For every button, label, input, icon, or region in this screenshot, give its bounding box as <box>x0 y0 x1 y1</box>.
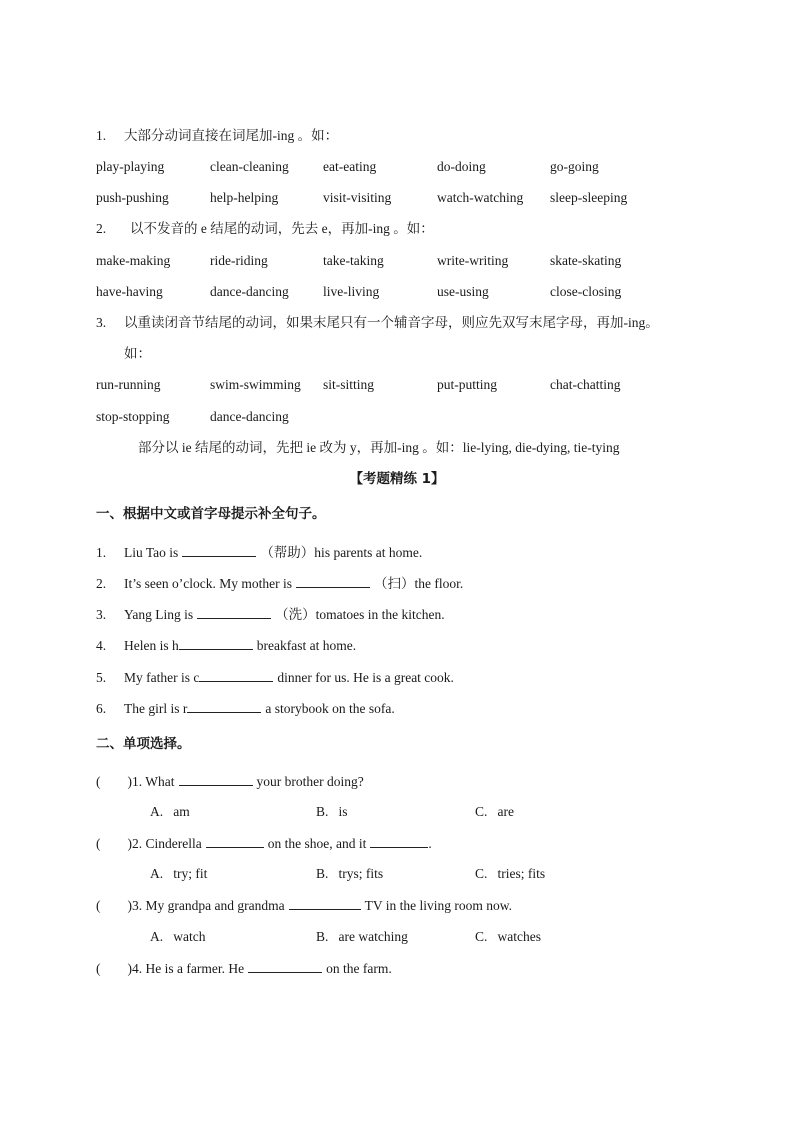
choice-question <box>96 834 432 853</box>
answer-bracket[interactable]: ( )2. <box>96 836 143 851</box>
rule-2-text: 以不发音的 e 结尾的动词，先去 e，再加-ing 。如： <box>130 221 434 236</box>
example: live-living <box>323 284 380 299</box>
sentence-end: dinner for us. He is a great cook. <box>277 670 454 685</box>
choice-question <box>96 896 512 915</box>
rule-3 <box>96 314 659 332</box>
answer-blank <box>179 772 253 786</box>
example: clean-cleaning <box>210 159 289 174</box>
fill-sentence <box>96 605 445 624</box>
answer-blank[interactable] <box>197 605 271 619</box>
sentence-start: My father is c <box>124 670 200 685</box>
option-a[interactable]: A. am <box>150 804 190 819</box>
option-a[interactable]: A. try; fit <box>150 866 208 881</box>
option-c[interactable]: C. watches <box>475 929 541 944</box>
example: go-going <box>550 159 599 174</box>
item-number: 4. <box>96 638 107 653</box>
item-number: 1. <box>96 545 107 560</box>
fill-sentence <box>96 543 422 562</box>
example: use-using <box>437 284 489 299</box>
fill-sentence <box>96 636 356 655</box>
question-start: What <box>145 774 175 789</box>
sentence-end: （帮助）his parents at home. <box>260 545 423 560</box>
example: sleep-sleeping <box>550 190 628 205</box>
item-number: 2. <box>96 576 107 591</box>
example: stop-stopping <box>96 409 170 424</box>
sentence-end: breakfast at home. <box>256 638 357 653</box>
answer-bracket[interactable]: ( )1. <box>96 774 143 789</box>
item-number: 5. <box>96 670 107 685</box>
rule-1-number: 1. <box>96 128 107 143</box>
option-b[interactable]: B. trys; fits <box>316 866 384 881</box>
example: close-closing <box>550 284 622 299</box>
answer-blank[interactable] <box>296 574 370 588</box>
answer-blank[interactable] <box>199 668 273 682</box>
answer-blank <box>370 834 428 848</box>
sentence-start: Liu Tao is <box>124 545 179 560</box>
answer-blank[interactable] <box>187 699 261 713</box>
sentence-start: The girl is r <box>124 701 188 716</box>
sentence-end: a storybook on the sofa. <box>265 701 395 716</box>
option-a[interactable]: A. watch <box>150 929 206 944</box>
fill-sentence <box>96 699 395 718</box>
example: write-writing <box>437 253 509 268</box>
rule-2-number: 2. <box>96 221 107 236</box>
example: visit-visiting <box>323 190 392 205</box>
rule-3-text: 以重读闭音节结尾的动词，如果末尾只有一个辅音字母，则应先双写末尾字母，再加-ing。 <box>124 315 659 330</box>
example: skate-skating <box>550 253 622 268</box>
question-end: . <box>428 836 432 851</box>
option-b[interactable]: B. are watching <box>316 929 408 944</box>
answer-blank[interactable] <box>179 636 253 650</box>
sentence-start: Yang Ling is <box>124 607 194 622</box>
example: watch-watching <box>437 190 524 205</box>
example: chat-chatting <box>550 377 621 392</box>
example: have-having <box>96 284 163 299</box>
example: play-playing <box>96 159 165 174</box>
example: do-doing <box>437 159 486 174</box>
option-c[interactable]: C. are <box>475 804 514 819</box>
sentence-end: （洗）tomatoes in the kitchen. <box>275 607 445 622</box>
section-2-title: 二、单项选择。 <box>96 736 191 752</box>
example: dance-dancing <box>210 409 289 424</box>
fill-sentence <box>96 668 454 687</box>
example: take-taking <box>323 253 384 268</box>
option-c[interactable]: C. tries; fits <box>475 866 546 881</box>
option-b[interactable]: B. is <box>316 804 348 819</box>
question-start: Cinderella <box>145 836 202 851</box>
question-start: He is a farmer. He <box>145 961 245 976</box>
example: dance-dancing <box>210 284 289 299</box>
question-start: My grandpa and grandma <box>145 898 285 913</box>
example: make-making <box>96 253 171 268</box>
example: sit-sitting <box>323 377 375 392</box>
item-number: 3. <box>96 607 107 622</box>
rule-1 <box>96 127 338 145</box>
rule-2 <box>96 220 434 238</box>
rule-1-text: 大部分动词直接在词尾加-ing 。如： <box>124 128 339 143</box>
answer-bracket[interactable]: ( )3. <box>96 898 143 913</box>
example: swim-swimming <box>210 377 301 392</box>
choice-question <box>96 959 392 978</box>
sentence-start: It’s seen o’clock. My mother is <box>124 576 292 591</box>
section-1-title: 一、根据中文或首字母提示补全句子。 <box>96 506 326 522</box>
example: ride-riding <box>210 253 268 268</box>
item-number: 6. <box>96 701 107 716</box>
choice-question <box>96 772 364 791</box>
fill-sentence <box>96 574 463 593</box>
answer-bracket[interactable]: ( )4. <box>96 961 143 976</box>
answer-blank[interactable] <box>182 543 256 557</box>
rule-3-number: 3. <box>96 315 107 330</box>
example: push-pushing <box>96 190 169 205</box>
answer-blank <box>248 959 322 973</box>
question-end: on the farm. <box>326 961 392 976</box>
practice-title: 【考题精练 1】 <box>349 471 445 487</box>
sentence-start: Helen is h <box>124 638 179 653</box>
example: run-running <box>96 377 161 392</box>
example: help-helping <box>210 190 279 205</box>
question-end: your brother doing? <box>256 774 364 789</box>
sentence-end: （扫）the floor. <box>373 576 464 591</box>
rule-4: 部分以 ie 结尾的动词，先把 ie 改为 y，再加-ing 。如：lie-lying, die-dying, tie-tying <box>138 440 620 455</box>
question-end: TV in the living room now. <box>364 898 512 913</box>
question-middle: on the shoe, and it <box>267 836 367 851</box>
answer-blank <box>206 834 264 848</box>
rule-3-continuation: 如： <box>124 346 151 361</box>
answer-blank <box>289 896 361 910</box>
example: eat-eating <box>323 159 377 174</box>
example: put-putting <box>437 377 497 392</box>
